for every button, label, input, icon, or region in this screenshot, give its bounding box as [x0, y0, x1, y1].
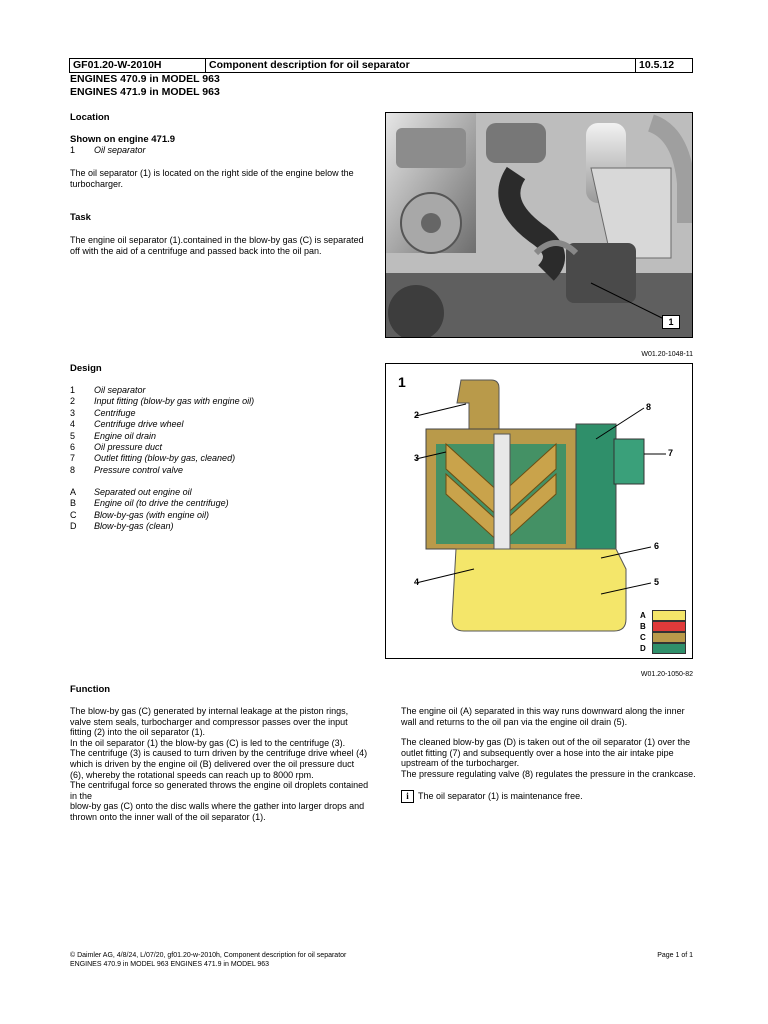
callout-4: 4	[414, 577, 420, 587]
shown-on-engine: Shown on engine 471.9	[70, 134, 176, 145]
figure1-caption: W01.20-1048-11	[641, 351, 693, 358]
engine-line-1: ENGINES 470.9 in MODEL 963	[70, 73, 220, 85]
callout-8: 8	[646, 402, 652, 412]
legend-swatch-d	[652, 643, 686, 654]
maintenance-note	[401, 790, 697, 803]
footer-page-number: Page 1 of 1	[657, 952, 693, 959]
doc-date: 10.5.12	[639, 59, 675, 71]
list-item: 4 Centrifuge drive wheel	[70, 419, 184, 430]
callout-6: 6	[654, 541, 660, 551]
location-heading: Location	[70, 112, 110, 123]
list-item: 1 Oil separator	[70, 385, 146, 395]
location-item	[70, 145, 350, 156]
list-item: A Separated out engine oil	[70, 487, 192, 497]
callout-3: 3	[414, 453, 420, 463]
callout-5: 5	[654, 577, 660, 587]
function-heading: Function	[70, 684, 111, 695]
list-item: 5 Engine oil drain	[70, 430, 157, 441]
footer-copyright: © Daimler AG, 4/8/24, L/07/20, gf01.20-w-2010h, Component description for oil separator ENGINES 470.9 in MODEL 963 ENGINES 471.9 in MODEL 963	[70, 952, 347, 968]
location-text: The oil separator (1) is located on the right side of the engine below the turbocharger.	[70, 168, 354, 189]
info-icon: i	[401, 790, 414, 803]
design-legend-list	[70, 487, 370, 533]
list-item: C Blow-by-gas (with engine oil)	[70, 509, 210, 520]
legend-entry-d: D	[640, 643, 688, 654]
function-left-column	[70, 706, 370, 823]
list-item: D Blow-by-gas (clean)	[70, 521, 174, 532]
function-paragraph: The engine oil (A) separated in this way runs downward along the inner wall and returns to the oil pan via the engine oil drain (5).	[401, 706, 685, 727]
maintenance-note-text: The oil separator (1) is maintenance free.	[418, 790, 583, 801]
design-component-list	[70, 385, 370, 476]
location-item-label: Oil separator	[94, 145, 146, 155]
legend-entry-a: A	[640, 610, 688, 621]
function-paragraph: In the oil separator (1) the blow-by gas (C) is led to the centrifuge (3).	[70, 737, 346, 748]
document-header	[69, 58, 693, 73]
function-paragraph: blow-by gas (C) onto the disc walls where the gather into larger drops and thrown onto the inner wall of the oil separator (1).	[70, 801, 365, 822]
location-item-num: 1	[70, 145, 76, 155]
doc-id: GF01.20-W-2010H	[70, 59, 206, 72]
engine-line-2: ENGINES 471.9 in MODEL 963	[70, 86, 220, 98]
design-heading: Design	[70, 363, 102, 374]
doc-title: Component description for oil separator	[206, 59, 636, 72]
legend-swatch-c	[652, 632, 686, 643]
function-paragraph: The centrifugal force so generated throws the engine oil droplets contained in the	[70, 780, 369, 801]
task-text: The engine oil separator (1).contained in the blow-by gas (C) is separated off with the aid of a centrifuge and passed back into the oil pan.	[70, 235, 364, 256]
task-heading: Task	[70, 212, 91, 223]
legend-entry-c: C	[640, 632, 688, 643]
list-item: 8 Pressure control valve	[70, 464, 184, 475]
engine-photo-drawing	[386, 113, 693, 338]
photo-callout-1: 1	[662, 315, 680, 329]
callout-2: 2	[414, 410, 420, 420]
list-item: B Engine oil (to drive the centrifuge)	[70, 498, 229, 509]
list-item: 2 Input fitting (blow-by gas with engine oil)	[70, 396, 255, 407]
legend-swatch-b	[652, 621, 686, 632]
engine-photo	[385, 112, 693, 338]
legend-swatch-a	[652, 610, 686, 621]
legend-entry-b: B	[640, 621, 688, 632]
callout-7: 7	[668, 448, 674, 458]
list-item: 3 Centrifuge	[70, 407, 136, 418]
diagram-number: 1	[398, 374, 406, 390]
function-paragraph: The pressure regulating valve (8) regulates the pressure in the crankcase.	[401, 768, 696, 779]
function-paragraph: The centrifuge (3) is caused to turn driven by the centrifuge drive wheel (4) which is driven by the engine oil (B) delivered over the oil pressure duct (6), whereby the rotational speeds can reach up to 8000 rpm.	[70, 748, 368, 780]
figure2-caption: W01.20-1050-82	[640, 671, 693, 678]
list-item: 7 Outlet fitting (blow-by gas, cleaned)	[70, 453, 236, 464]
function-paragraph: The cleaned blow-by gas (D) is taken out of the oil separator (1) over the outlet fitting (7) and subsequently over a hose into the air intake pipe upstream of the turbocharger.	[401, 737, 691, 769]
oil-separator-diagram	[385, 363, 693, 659]
function-right-column	[401, 706, 697, 803]
function-paragraph: The blow-by gas (C) generated by internal leakage at the piston rings, valve stem seals, turbocharger and compressor passes over the input fitting (2) into the oil separator (1).	[70, 706, 349, 738]
list-item: 6 Oil pressure duct	[70, 442, 163, 453]
color-legend	[640, 610, 688, 654]
